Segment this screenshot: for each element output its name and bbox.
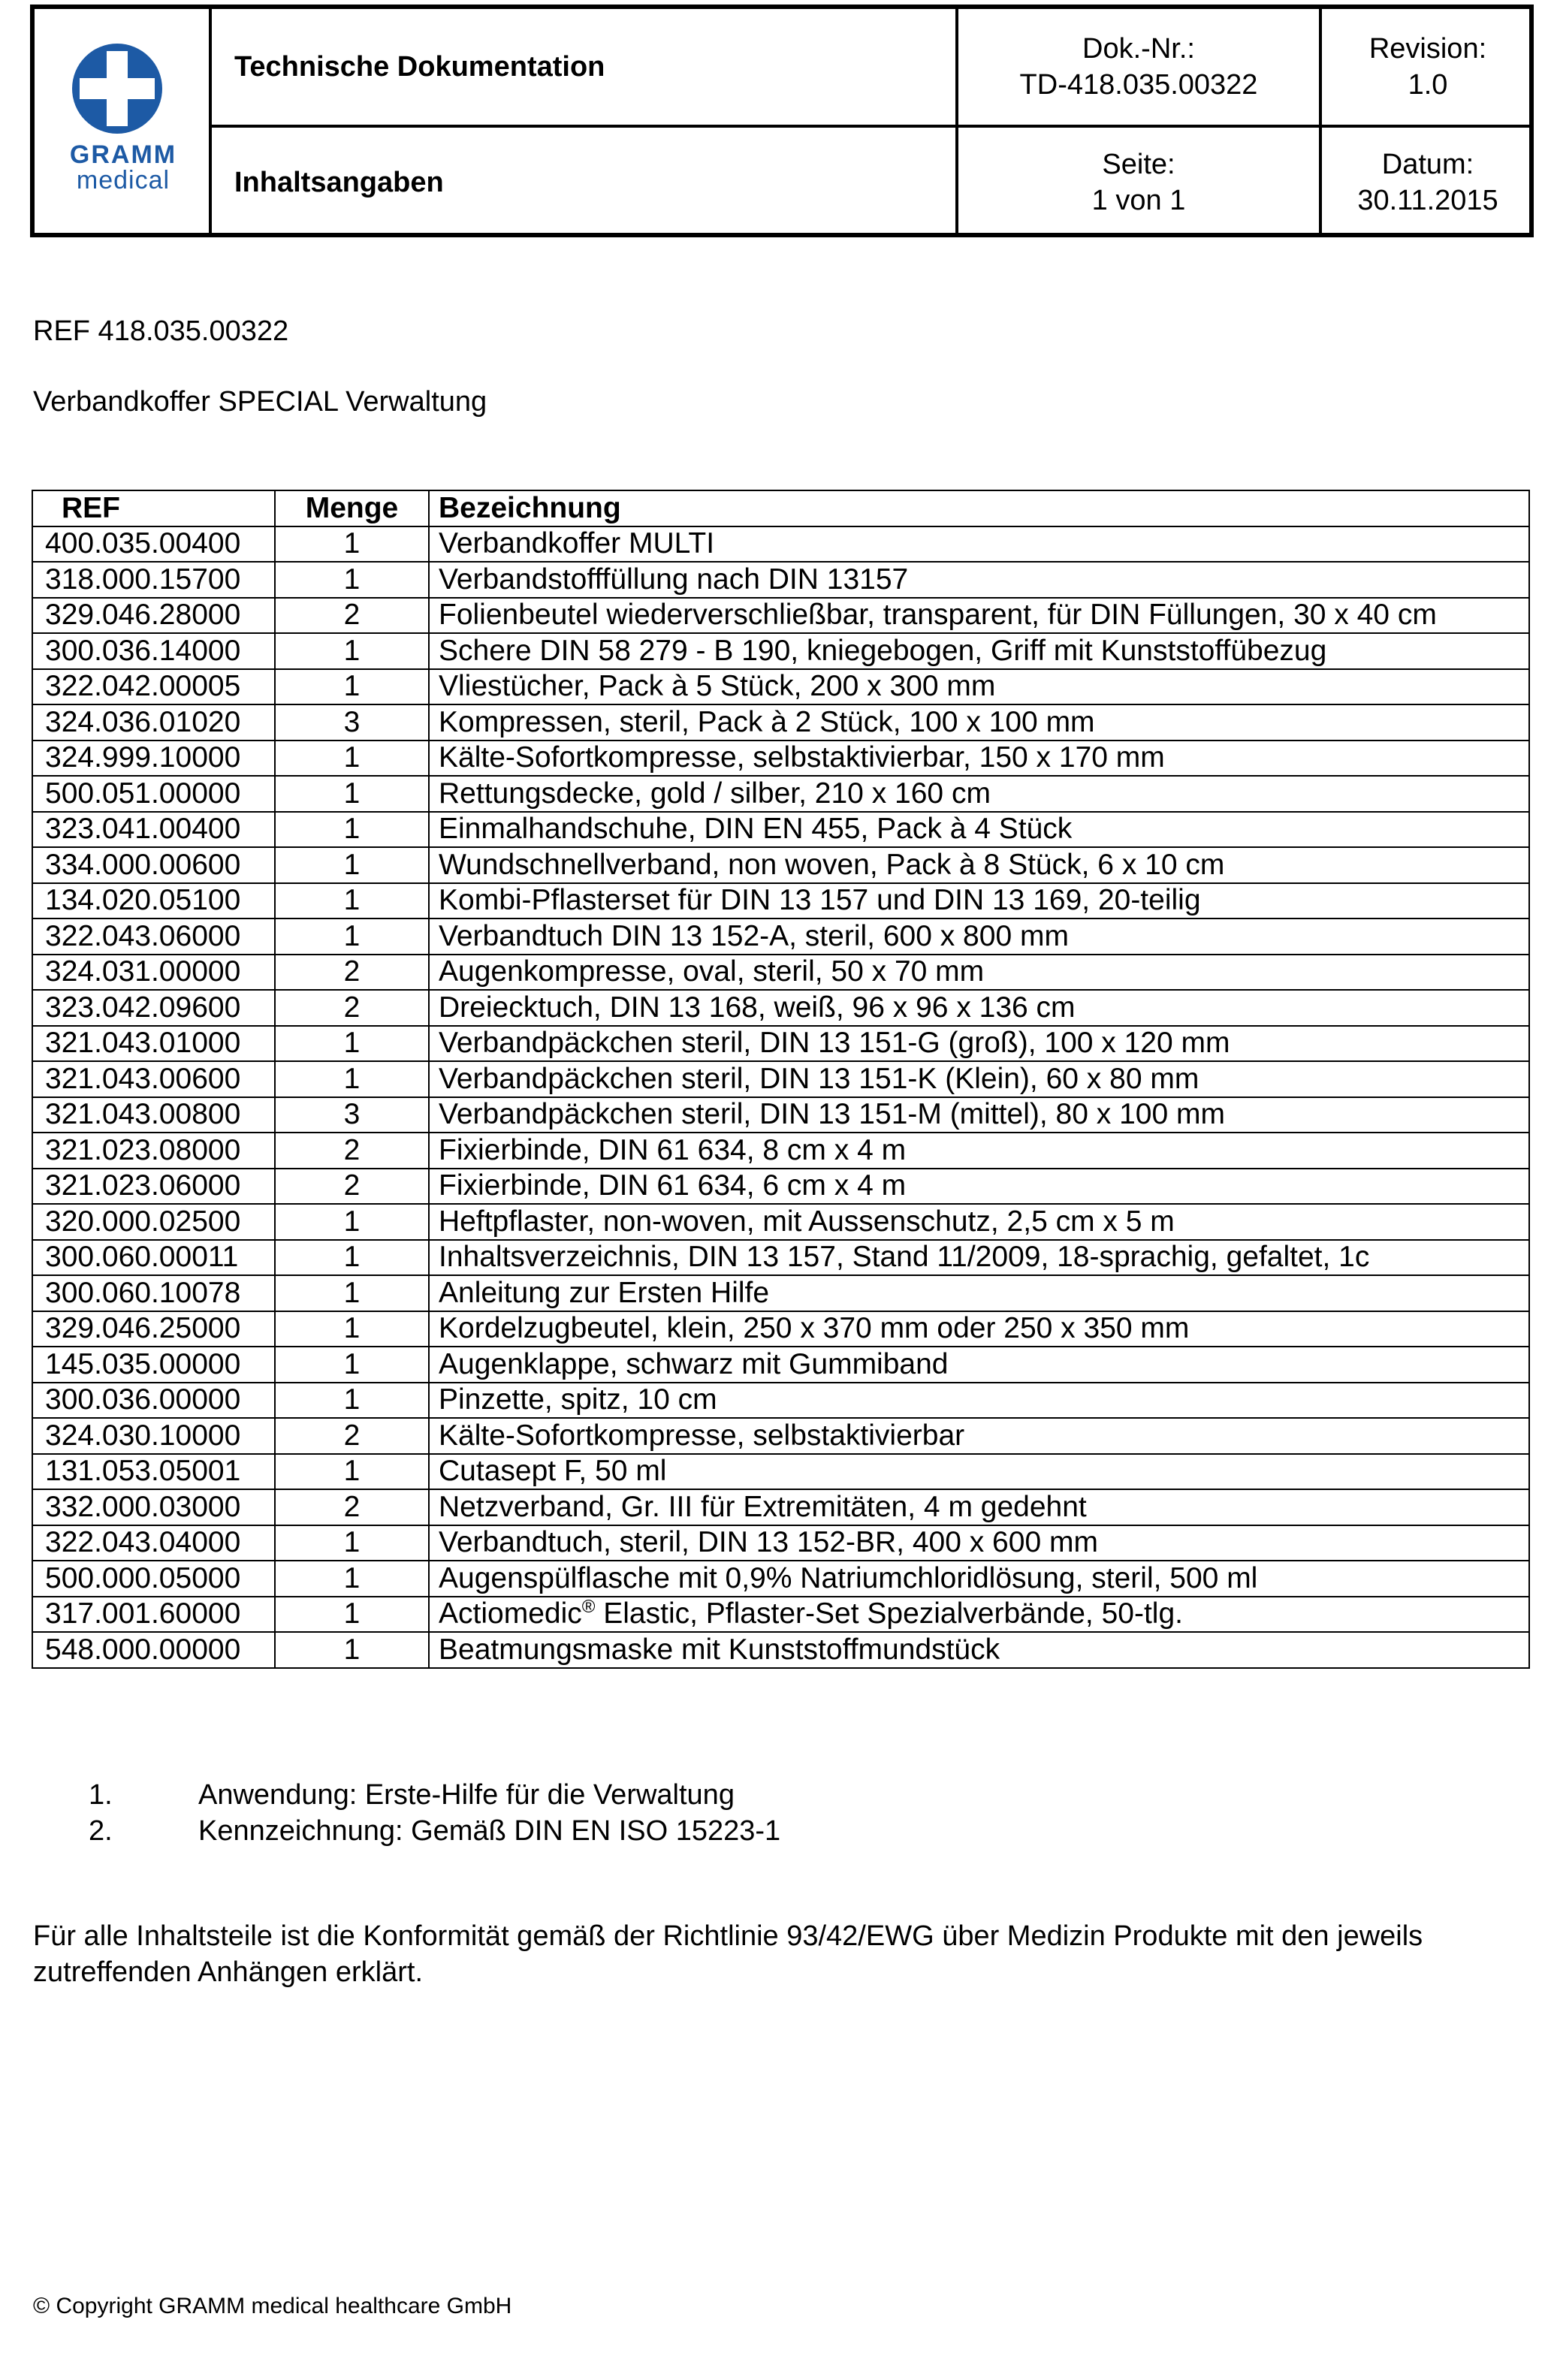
- table-row: [32, 1347, 1529, 1383]
- doc-number-label: Dok.-Nr.:: [1082, 33, 1195, 65]
- cell-ref: 329.046.28000: [32, 598, 275, 634]
- cell-qty: 1: [275, 919, 429, 955]
- doc-title: Technische Dokumentation: [234, 51, 605, 83]
- cell-ref: 323.041.00400: [32, 812, 275, 848]
- table-row: [32, 1418, 1529, 1454]
- header-ref: REF: [32, 490, 275, 526]
- cell-qty: 1: [275, 1597, 429, 1633]
- table-row: [32, 1240, 1529, 1276]
- cell-ref: 500.051.00000: [32, 776, 275, 812]
- header-menge: Menge: [275, 490, 429, 526]
- doc-number-cell: [958, 9, 1319, 125]
- ref-line: REF 418.035.00322: [33, 315, 289, 347]
- table-row: [32, 1597, 1529, 1633]
- table-row: [32, 1489, 1529, 1525]
- date-value: 30.11.2015: [1357, 185, 1498, 216]
- list-item: [89, 1813, 780, 1849]
- name-part: Elastic, Pflaster-Set Spezialverbände, 50-tlg.: [595, 1597, 1183, 1630]
- table-row: [32, 1133, 1529, 1169]
- notes-list: [89, 1777, 780, 1849]
- cell-name: Kälte-Sofortkompresse, selbstaktivierbar, 150 x 170 mm: [429, 741, 1529, 777]
- cell-ref: 548.000.00000: [32, 1632, 275, 1668]
- cell-qty: 1: [275, 883, 429, 919]
- cell-ref: 321.043.00600: [32, 1061, 275, 1097]
- table-row: [32, 1097, 1529, 1133]
- cell-ref: 321.023.06000: [32, 1169, 275, 1205]
- conformity-statement: Für alle Inhaltsteile ist die Konformität gemäß der Richtlinie 93/42/EWG über Medizin Produkte mit den jeweils zutreffenden Anhängen erklärt.: [33, 1920, 1423, 1988]
- cell-ref: 324.031.00000: [32, 955, 275, 991]
- divider: [209, 9, 212, 233]
- logo-brand: GRAMM: [69, 140, 177, 169]
- cell-name: [429, 1597, 1529, 1633]
- logo-sub: medical: [76, 166, 170, 195]
- cell-qty: 3: [275, 1097, 429, 1133]
- table-row: [32, 598, 1529, 634]
- cell-ref: 322.043.04000: [32, 1525, 275, 1561]
- cell-qty: 1: [275, 669, 429, 705]
- cell-qty: 1: [275, 1383, 429, 1419]
- cell-ref: 300.060.00011: [32, 1240, 275, 1276]
- table-row: [32, 1525, 1529, 1561]
- cell-name: Fixierbinde, DIN 61 634, 8 cm x 4 m: [429, 1133, 1529, 1169]
- cell-name: Kombi-Pflasterset für DIN 13 157 und DIN 13 169, 20-teilig: [429, 883, 1529, 919]
- note-number: 2.: [89, 1815, 113, 1847]
- table-row: [32, 883, 1529, 919]
- cell-name: Heftpflaster, non-woven, mit Aussenschutz, 2,5 cm x 5 m: [429, 1204, 1529, 1240]
- medical-cross-icon: [35, 9, 212, 141]
- cell-qty: 2: [275, 1418, 429, 1454]
- date-label: Datum:: [1381, 149, 1474, 180]
- cell-name: Verbandstofffüllung nach DIN 13157: [429, 562, 1529, 598]
- table-row: [32, 526, 1529, 563]
- cell-qty: 1: [275, 1240, 429, 1276]
- cell-name: Pinzette, spitz, 10 cm: [429, 1383, 1529, 1419]
- cell-name: Verbandkoffer MULTI: [429, 526, 1529, 563]
- cell-qty: 2: [275, 598, 429, 634]
- contents-table: [32, 490, 1530, 1669]
- table-row: [32, 1561, 1529, 1597]
- cell-qty: 2: [275, 1133, 429, 1169]
- cell-qty: 1: [275, 1454, 429, 1490]
- doc-number-value: TD-418.035.00322: [1019, 69, 1258, 101]
- cell-qty: 2: [275, 990, 429, 1026]
- table-row: [32, 1454, 1529, 1490]
- cell-ref: 131.053.05001: [32, 1454, 275, 1490]
- page-label: Seite:: [1102, 149, 1175, 180]
- cell-ref: 300.060.10078: [32, 1275, 275, 1311]
- cell-qty: 2: [275, 1489, 429, 1525]
- table-row: [32, 1311, 1529, 1347]
- table-row: [32, 1204, 1529, 1240]
- cell-name: Fixierbinde, DIN 61 634, 6 cm x 4 m: [429, 1169, 1529, 1205]
- cell-qty: 1: [275, 1347, 429, 1383]
- cell-ref: 300.036.14000: [32, 633, 275, 669]
- cell-name: Anleitung zur Ersten Hilfe: [429, 1275, 1529, 1311]
- cell-name: Netzverband, Gr. III für Extremitäten, 4 m gedehnt: [429, 1489, 1529, 1525]
- cell-name: Kordelzugbeutel, klein, 250 x 370 mm oder 250 x 350 mm: [429, 1311, 1529, 1347]
- doc-subtitle: Inhaltsangaben: [234, 167, 444, 198]
- table-row: [32, 1383, 1529, 1419]
- cell-qty: 1: [275, 812, 429, 848]
- page-value: 1 von 1: [1091, 185, 1186, 216]
- cell-qty: 2: [275, 1169, 429, 1205]
- table-row: [32, 990, 1529, 1026]
- cell-name: Augenkompresse, oval, steril, 50 x 70 mm: [429, 955, 1529, 991]
- date-cell: [1322, 128, 1534, 237]
- cell-name: Beatmungsmaske mit Kunststoffmundstück: [429, 1632, 1529, 1668]
- cell-qty: 1: [275, 1561, 429, 1597]
- cell-ref: 321.043.01000: [32, 1026, 275, 1062]
- cell-name: Verbandpäckchen steril, DIN 13 151-K (Klein), 60 x 80 mm: [429, 1061, 1529, 1097]
- table-row: [32, 1169, 1529, 1205]
- table-row: [32, 1275, 1529, 1311]
- cell-qty: 1: [275, 1204, 429, 1240]
- copyright-footer: © Copyright GRAMM medical healthcare GmbH: [33, 2294, 512, 2318]
- note-number: 1.: [89, 1779, 113, 1811]
- gramm-medical-logo: [35, 9, 212, 233]
- cell-qty: 1: [275, 1026, 429, 1062]
- cell-name: Verbandpäckchen steril, DIN 13 151-G (groß), 100 x 120 mm: [429, 1026, 1529, 1062]
- document-header: [30, 5, 1534, 237]
- table-row: [32, 955, 1529, 991]
- cell-name: Augenklappe, schwarz mit Gummiband: [429, 1347, 1529, 1383]
- cell-name: Verbandtuch, steril, DIN 13 152-BR, 400 x 600 mm: [429, 1525, 1529, 1561]
- cell-qty: 1: [275, 562, 429, 598]
- list-item: [89, 1777, 780, 1813]
- product-name: Verbandkoffer SPECIAL Verwaltung: [33, 386, 487, 418]
- registered-mark: ®: [581, 1597, 596, 1618]
- cell-ref: 322.043.06000: [32, 919, 275, 955]
- cell-ref: 323.042.09600: [32, 990, 275, 1026]
- table-row: [32, 562, 1529, 598]
- cell-qty: 1: [275, 1311, 429, 1347]
- name-part: Actiomedic: [439, 1597, 582, 1630]
- table-row: [32, 776, 1529, 812]
- revision-cell: [1322, 9, 1534, 125]
- cell-name: Dreiecktuch, DIN 13 168, weiß, 96 x 96 x 136 cm: [429, 990, 1529, 1026]
- cell-ref: 321.023.08000: [32, 1133, 275, 1169]
- table-row: [32, 1026, 1529, 1062]
- cell-qty: 1: [275, 526, 429, 563]
- cell-name: Inhaltsverzeichnis, DIN 13 157, Stand 11/2009, 18-sprachig, gefaltet, 1c: [429, 1240, 1529, 1276]
- cell-ref: 321.043.00800: [32, 1097, 275, 1133]
- cell-ref: 324.036.01020: [32, 704, 275, 741]
- note-text: Kennzeichnung: Gemäß DIN EN ISO 15223-1: [198, 1815, 781, 1847]
- table-row: [32, 919, 1529, 955]
- cell-qty: 1: [275, 633, 429, 669]
- cell-qty: 1: [275, 1061, 429, 1097]
- cell-name: Verbandtuch DIN 13 152-A, steril, 600 x 800 mm: [429, 919, 1529, 955]
- cell-name: Einmalhandschuhe, DIN EN 455, Pack à 4 Stück: [429, 812, 1529, 848]
- revision-value: 1.0: [1408, 69, 1448, 101]
- cell-ref: 320.000.02500: [32, 1204, 275, 1240]
- table-row: [32, 669, 1529, 705]
- cell-qty: 2: [275, 955, 429, 991]
- table-row: [32, 812, 1529, 848]
- cell-name: Verbandpäckchen steril, DIN 13 151-M (mittel), 80 x 100 mm: [429, 1097, 1529, 1133]
- cell-qty: 1: [275, 1525, 429, 1561]
- table-row: [32, 847, 1529, 883]
- cell-qty: 1: [275, 776, 429, 812]
- cell-name: Kälte-Sofortkompresse, selbstaktivierbar: [429, 1418, 1529, 1454]
- cell-qty: 1: [275, 741, 429, 777]
- page-cell: [958, 128, 1319, 237]
- cell-ref: 329.046.25000: [32, 1311, 275, 1347]
- revision-label: Revision:: [1368, 33, 1487, 65]
- cell-qty: 1: [275, 1632, 429, 1668]
- cell-ref: 332.000.03000: [32, 1489, 275, 1525]
- table-row: [32, 1632, 1529, 1668]
- cell-ref: 400.035.00400: [32, 526, 275, 563]
- cell-name: Vliestücher, Pack à 5 Stück, 200 x 300 mm: [429, 669, 1529, 705]
- cell-qty: 1: [275, 847, 429, 883]
- note-text: Anwendung: Erste-Hilfe für die Verwaltung: [198, 1779, 735, 1811]
- table-row: [32, 633, 1529, 669]
- table-row: [32, 704, 1529, 741]
- cell-name: Cutasept F, 50 ml: [429, 1454, 1529, 1490]
- table-row: [32, 741, 1529, 777]
- cell-ref: 317.001.60000: [32, 1597, 275, 1633]
- header-bezeichnung: Bezeichnung: [429, 490, 1529, 526]
- cell-ref: 318.000.15700: [32, 562, 275, 598]
- cell-ref: 322.042.00005: [32, 669, 275, 705]
- cell-qty: 1: [275, 1275, 429, 1311]
- table-header-row: [32, 490, 1529, 526]
- table-row: [32, 1061, 1529, 1097]
- cell-name: Rettungsdecke, gold / silber, 210 x 160 cm: [429, 776, 1529, 812]
- cell-ref: 334.000.00600: [32, 847, 275, 883]
- cell-ref: 500.000.05000: [32, 1561, 275, 1597]
- cell-ref: 300.036.00000: [32, 1383, 275, 1419]
- cell-name: Kompressen, steril, Pack à 2 Stück, 100 x 100 mm: [429, 704, 1529, 741]
- cell-name: Folienbeutel wiederverschließbar, transparent, für DIN Füllungen, 30 x 40 cm: [429, 598, 1529, 634]
- cell-ref: 145.035.00000: [32, 1347, 275, 1383]
- cell-ref: 134.020.05100: [32, 883, 275, 919]
- cell-ref: 324.999.10000: [32, 741, 275, 777]
- cell-name: Wundschnellverband, non woven, Pack à 8 Stück, 6 x 10 cm: [429, 847, 1529, 883]
- cell-name: Augenspülflasche mit 0,9% Natriumchloridlösung, steril, 500 ml: [429, 1561, 1529, 1597]
- cell-name: Schere DIN 58 279 - B 190, kniegebogen, Griff mit Kunststoffübezug: [429, 633, 1529, 669]
- cell-qty: 3: [275, 704, 429, 741]
- cell-ref: 324.030.10000: [32, 1418, 275, 1454]
